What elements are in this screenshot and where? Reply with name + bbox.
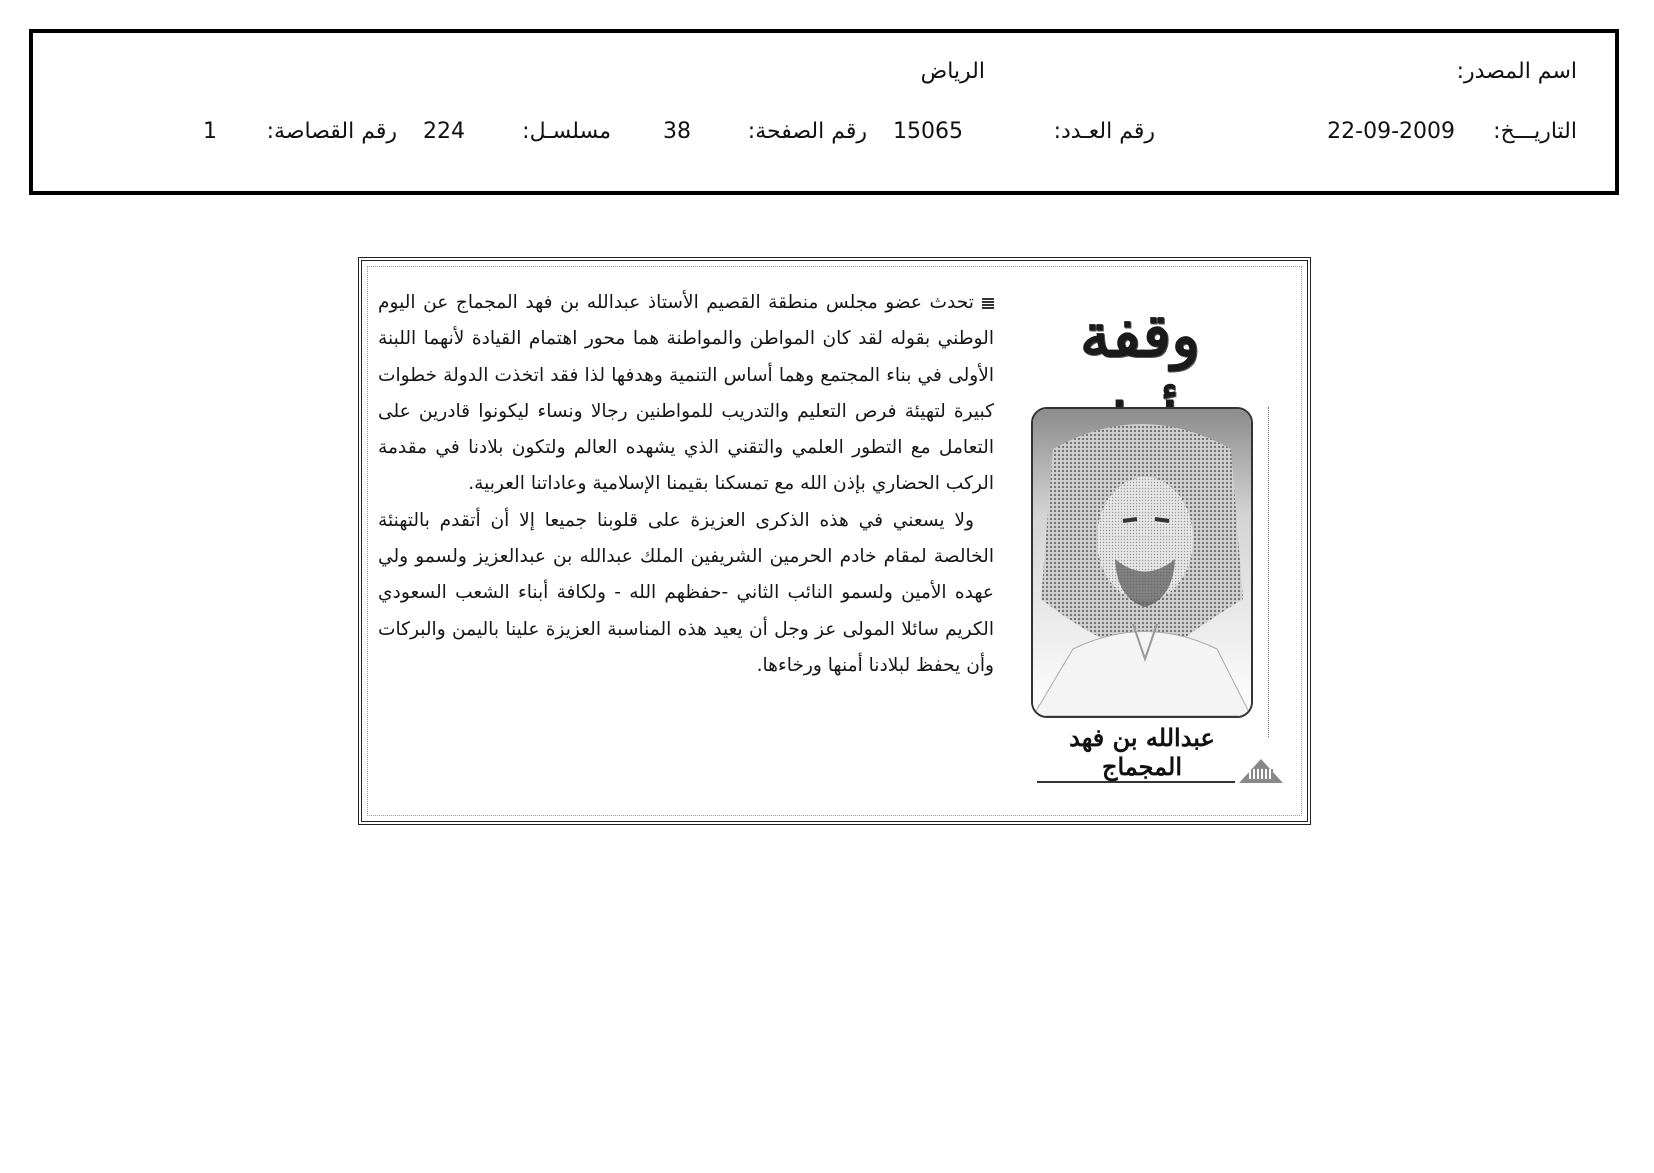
triangle-ornament-fill: [1249, 769, 1273, 779]
source-label: اسم المصدر:: [1456, 59, 1577, 84]
issue-value: 15065: [893, 119, 963, 144]
page-value: 38: [663, 119, 691, 144]
column-headline: وقفة: [1079, 301, 1201, 371]
page-label: رقم الصفحة:: [747, 119, 867, 144]
column-divider: [1267, 407, 1269, 737]
article-body: [378, 285, 994, 805]
caption-rule: [1037, 781, 1235, 783]
clip-label: رقم القصاصة:: [266, 119, 397, 144]
issue-label: رقم العـدد:: [1053, 119, 1155, 144]
serial-label: مسلسـل:: [522, 119, 611, 144]
square-bullet-icon: [982, 297, 994, 309]
article-paragraph: تحدث عضو مجلس منطقة القصيم الأستاذ عبدالله بن فهد المجماج عن اليوم الوطني بقوله لقد كان المواطن والمواطنة هما محور اهتمام القيادة لأنهما اللبنة الأولى في بناء المجتمع وهما أساس التنمية وهدفها لذا فقد اتخذت الدولة خطوات كبيرة لتهيئة فرص التعليم والتدريب للمواطنين رجالا ونساء ليكونوا قادرين على التعامل مع التطور العلمي والتقني الذي يشهده العالم ولتكون بلادنا في مقدمة الركب الحضاري بإذن الله مع تمسكنا بقيمنا الإسلامية وعاداتنا العربية.: [378, 292, 994, 495]
serial-value: 224: [423, 119, 465, 144]
article-paragraph: ولا يسعني في هذه الذكرى العزيزة على قلوبنا جميعا إلا أن أتقدم بالتهنئة الخالصة لمقام خادم الحرمين الشريفين الملك عبدالله بن عبدالعزيز ولسمو ولي عهده الأمين ولسمو النائب الثاني -حفظهم الله - ولكافة أبناء الشعب السعودي الكريم سائلا المولى عز وجل أن يعيد هذه المناسبة العزيزة علينا باليمن والبركات وأن يحفظ لبلادنا أمنها ورخاءها.: [378, 509, 994, 676]
portrait-photo-icon: [1033, 409, 1251, 716]
date-value: 22-09-2009: [1327, 119, 1455, 144]
clip-value: 1: [203, 119, 217, 144]
date-label: التاريـــخ:: [1493, 119, 1577, 144]
author-photo: [1031, 407, 1253, 718]
clipping-header: [29, 29, 1619, 195]
author-name: عبدالله بن فهد المجماج: [1069, 723, 1215, 781]
newspaper-clipping: [358, 257, 1311, 825]
source-value: الرياض: [920, 59, 985, 84]
